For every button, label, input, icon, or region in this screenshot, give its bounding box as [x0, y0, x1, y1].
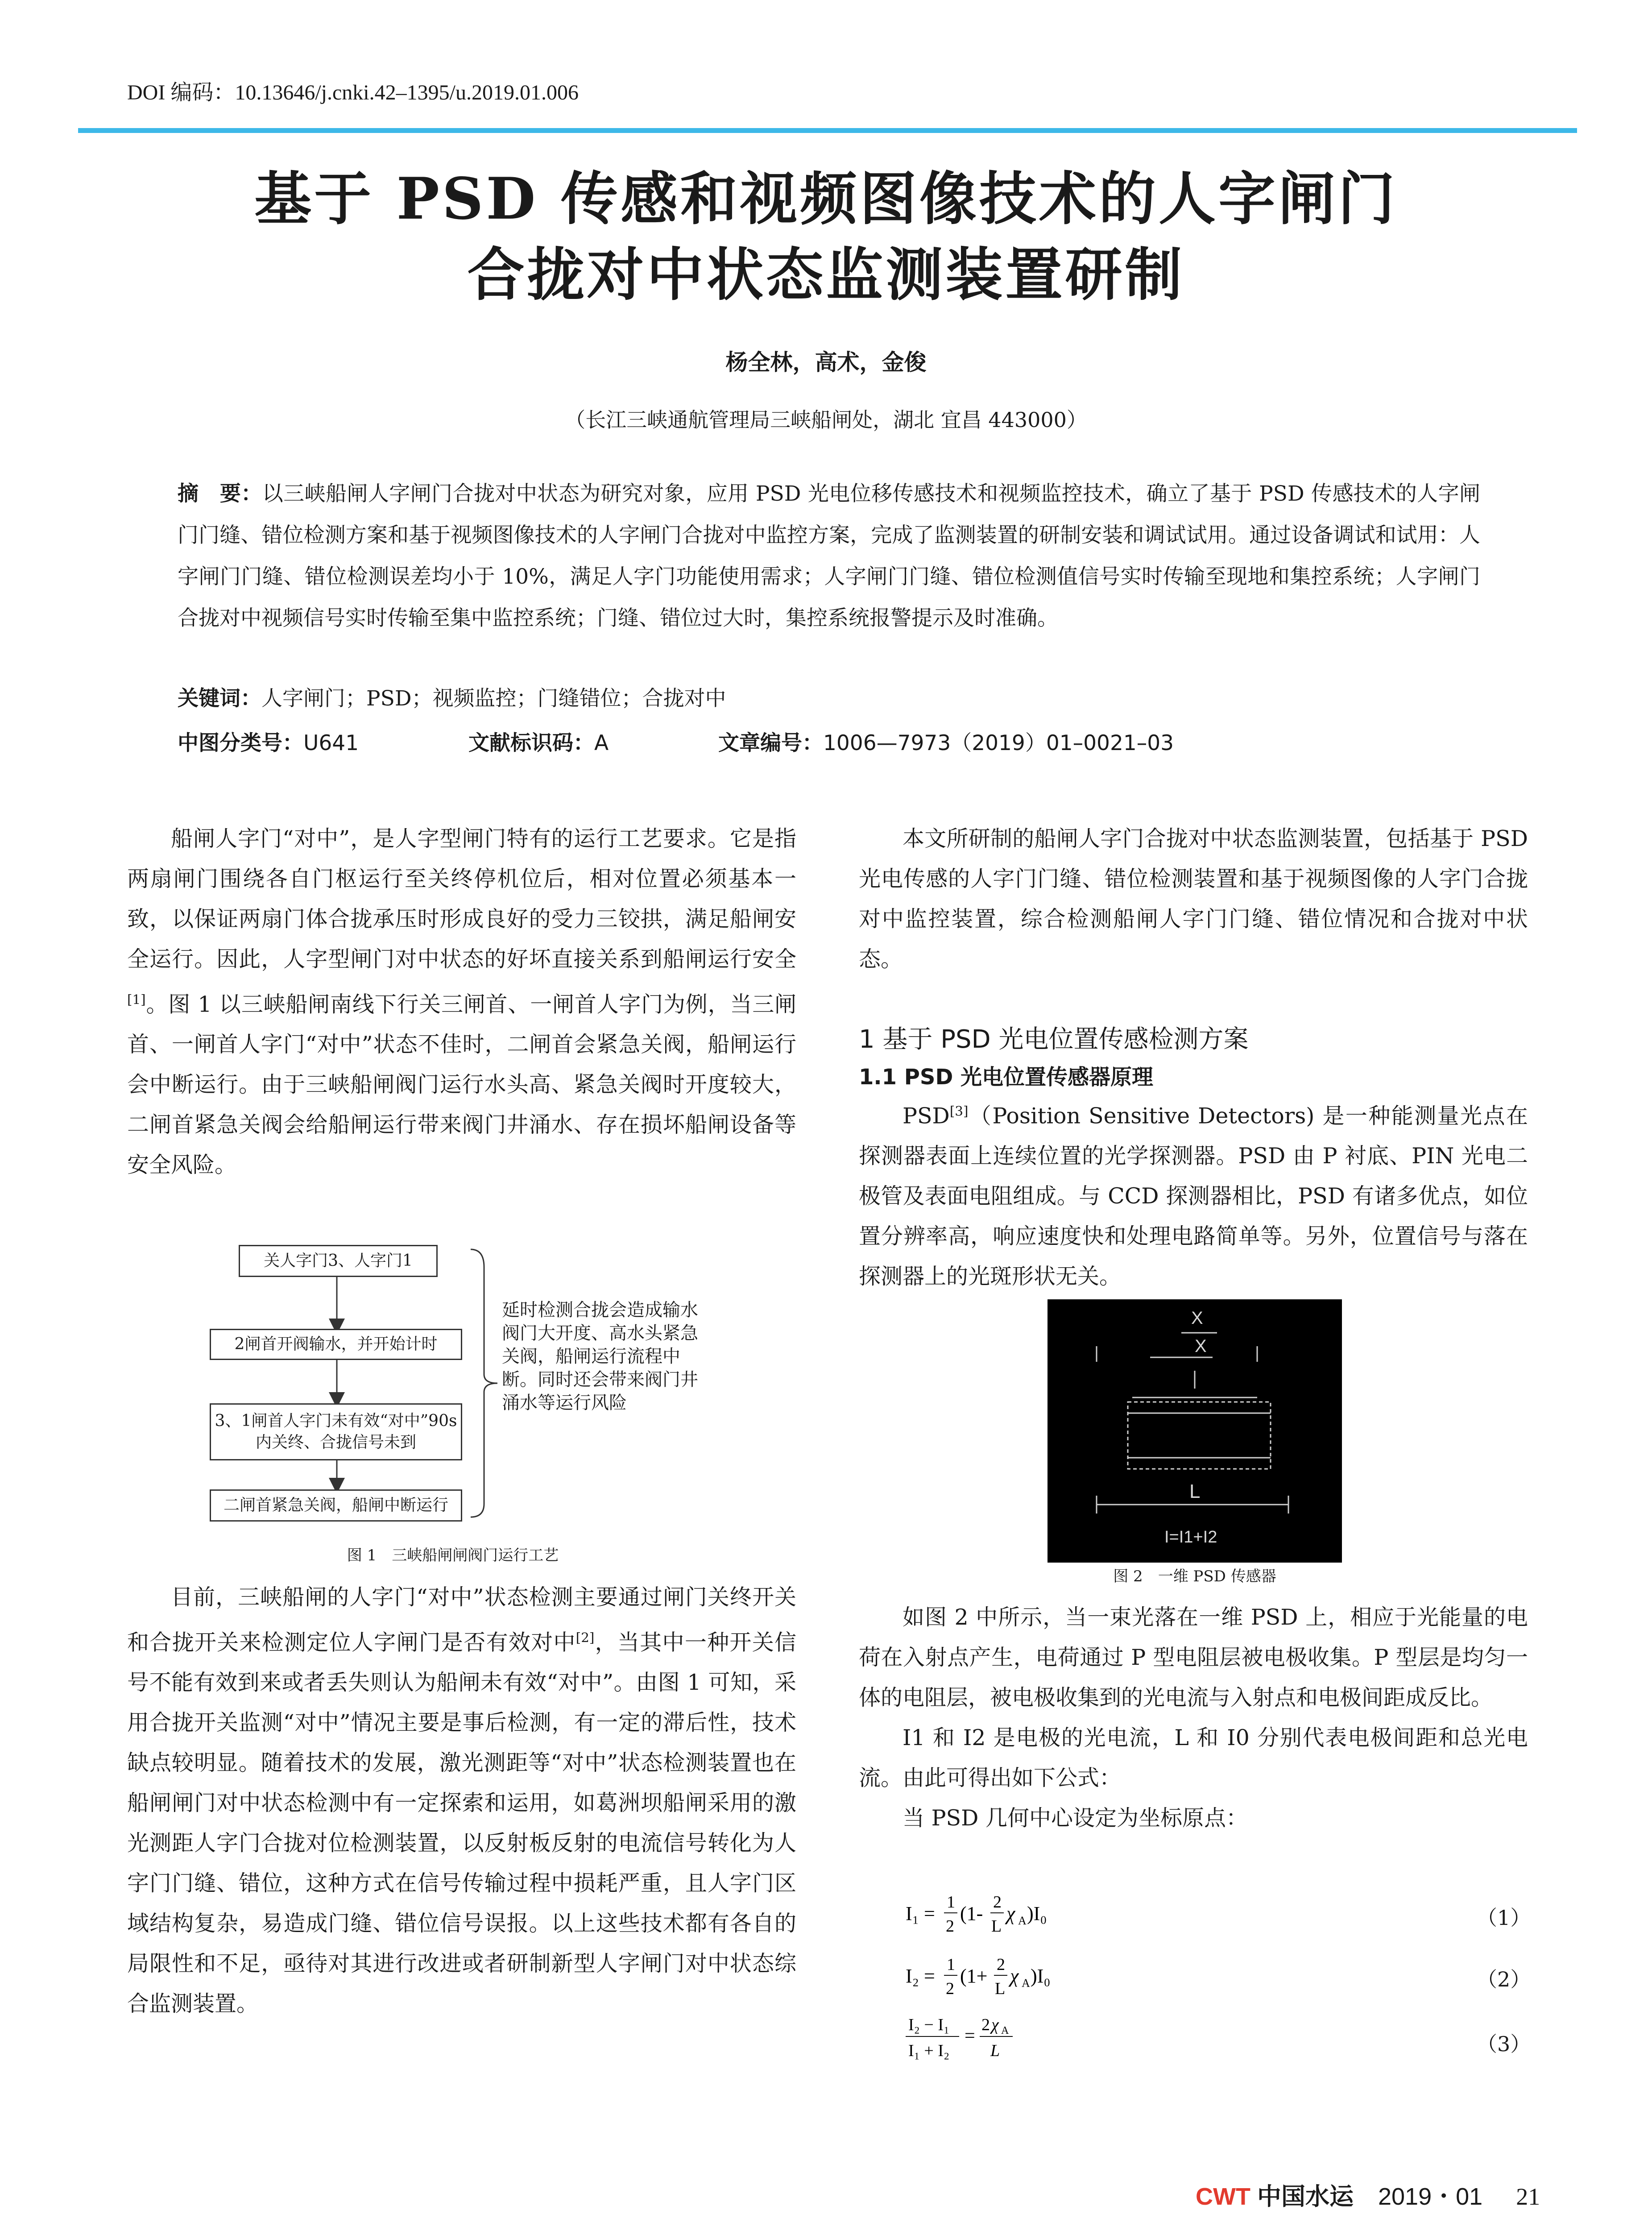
label-x-mid: X — [1195, 1336, 1207, 1356]
equation-1-number: （1） — [1477, 1906, 1531, 1930]
figure-1 — [196, 1240, 709, 1535]
doi-line: DOI 编码：10.13646/j.cnki.42–1395/u.2019.01.006 — [127, 81, 579, 104]
right-paragraph-2: PSD[3]（Position Sensitive Detectors) 是一种能测量光点在探测器表面上连续位置的光学探测器。PSD 由 P 衬底、PIN 光电二极管及表面电阻组成。与 CCD 探测器相比，PSD 有诸多优点，如位置分辨率高，响应速度快和处理电路简单等。另外，位置信号与落在探测器上的光斑形状无关。 — [859, 1103, 1528, 1290]
keywords-text: 人字闸门；PSD；视频监控；门缝错位；合拢对中 — [261, 686, 726, 711]
keywords — [178, 682, 726, 712]
svg-text:2: 2 — [997, 1955, 1005, 1974]
svg-text:L: L — [991, 1917, 1002, 1936]
svg-text:(1+: (1+ — [960, 1965, 988, 1987]
page-number: 21 — [1516, 2183, 1540, 2210]
flow-box-close-gates: 关人字门3、人字门1 — [239, 1245, 438, 1277]
figure-1-caption: 图 1 三峡船闸闸阀门运行工艺 — [347, 1547, 559, 1564]
equation-2-number: （2） — [1477, 1967, 1531, 1991]
svg-text:L: L — [990, 2041, 1000, 2060]
svg-text:χ: χ — [1010, 1965, 1019, 1987]
svg-text:χ: χ — [991, 2015, 999, 2034]
svg-text:2: 2 — [981, 2015, 990, 2034]
svg-text:I₂ =: I₂ = — [906, 1965, 935, 1987]
flow-box-not-aligned: 3、1闸首人字门未有效“对中”90s内关终、合拢信号未到 — [210, 1403, 462, 1460]
art-value: 1006—7973（2019）01–0021–03 — [823, 731, 1174, 755]
equation-3-graphic — [906, 2011, 1066, 2065]
citation-3: [3] — [949, 1103, 969, 1119]
abstract — [178, 473, 1480, 639]
svg-text:A: A — [1001, 2025, 1009, 2036]
svg-text:I₂ − I₁: I₂ − I₁ — [908, 2015, 950, 2034]
figure-2-caption: 图 2 一维 PSD 传感器 — [1113, 1568, 1276, 1585]
affiliation: （长江三峡通航管理局三峡船闸处，湖北 宜昌 443000） — [565, 408, 1087, 432]
svg-text:I₁ =: I₁ = — [906, 1903, 935, 1924]
svg-text:L: L — [995, 1979, 1006, 1998]
clc-label: 中图分类号： — [178, 731, 303, 755]
svg-text:2: 2 — [946, 1917, 954, 1936]
equation-3-number: （3） — [1477, 2032, 1531, 2056]
art-label: 文章编号： — [718, 731, 823, 755]
section-heading-1: 1 基于 PSD 光电位置传感检测方案 — [859, 1025, 1249, 1054]
svg-text:1: 1 — [947, 1955, 955, 1974]
header-divider — [78, 128, 1577, 133]
right-paragraph-1: 本文所研制的船闸人字门合拢对中状态监测装置，包括基于 PSD 光电传感的人字门门缝、错位检测装置和基于视频图像的人字门合拢对中监控装置，综合检测船闸人字门门缝、错位情况和合拢对中状态。 — [859, 826, 1528, 972]
svg-text:)I₀: )I₀ — [1031, 1965, 1051, 1987]
left-paragraph-2: 目前，三峡船闸的人字门“对中”状态检测主要通过闸门关终开关和合拢开关来检测定位人字闸门是否有效对中[2]，当其中一种开关信号不能有效到来或者丢失则认为船闸未有效“对中”。由图 1 可知，采用合拢开关监测“对中”情况主要是事后检测，有一定的滞后性，技术缺点较明显。随着技术的发展，激光测距等“对中”状态检测装置也在船闸闸门对中状态检测中有一定探索和运用，如葛洲坝船闸采用的激光测距人字门合拢对位检测装置，以反射板反射的电流信号转化为人字门门缝、错位，这种方式在信号传输过程中损耗严重，且人字门区域结构复杂，易造成门缝、错位信号误报。以上这些技术都有各自的局限性和不足，亟待对其进行改进或者研制新型人字闸门对中状态综合监测装置。 — [127, 1584, 796, 2017]
label-L: L — [1189, 1480, 1201, 1502]
title-line-1: 基于 PSD 传感和视频图像技术的人字闸门 — [254, 166, 1398, 232]
abstract-text: 以三峡船闸人字闸门合拢对中状态为研究对象，应用 PSD 光电位移传感技术和视频监控技术，确立了基于 PSD 传感技术的人字闸门门缝、错位检测方案和基于视频图像技术的人字闸门合拢对中监控方案，完成了监测装置的研制安装和调试试用。通过设备调试和试用：人字闸门门缝、错位检测误差均小于 10%，满足人字门功能使用需求；人字闸门门缝、错位检测值信号实时传输至现地和集控系统；人字闸门合拢对中视频信号实时传输至集中监控系统；门缝、错位过大时，集控系统报警提示及时准确。 — [178, 481, 1481, 630]
svg-text:)I₀: )I₀ — [1027, 1903, 1047, 1924]
svg-text:A: A — [1018, 1914, 1027, 1927]
svg-text:χ: χ — [1006, 1903, 1015, 1924]
clc-value: U641 — [303, 731, 359, 755]
equation-2-graphic — [906, 1952, 1093, 2001]
svg-text:I₁ + I₂: I₁ + I₂ — [908, 2041, 950, 2060]
flow-box-open-valve: 2闸首开阀输水，并开始计时 — [210, 1329, 462, 1360]
authors: 杨全林，高术，金俊 — [725, 349, 927, 375]
equation-1 — [906, 1890, 1093, 1944]
flow-note: 延时检测合拢会造成输水阀门大开度、高水头紧急关阀，船闸运行流程中断。同时还会带来阀门井涌水等运行风险 — [502, 1300, 698, 1413]
flow-box-emergency-close: 二闸首紧急关阀，船闸中断运行 — [210, 1489, 462, 1522]
svg-text:=: = — [965, 2026, 975, 2046]
footer — [1196, 2177, 1540, 2212]
citation-2: [2] — [576, 1630, 595, 1645]
doc-code — [468, 726, 609, 756]
equation-3 — [906, 2011, 1066, 2070]
title-line-2: 合拢对中状态监测装置研制 — [467, 241, 1185, 308]
psd-sensor-diagram — [1048, 1299, 1342, 1563]
svg-text:2: 2 — [946, 1979, 954, 1998]
left-paragraph-1: 船闸人字门“对中”，是人字型闸门特有的运行工艺要求。它是指两扇闸门围绕各自门枢运行至关终停机位后，相对位置必须基本一致，以保证两扇门体合拢承压时形成良好的受力三铰拱，满足船闸安全运行。因此，人字型闸门对中状态的好坏直接关系到船闸运行安全[1]。图 1 以三峡船闸南线下行关三闸首、一闸首人字门为例，当三闸首、一闸首人字门“对中”状态不佳时，二闸首会紧急关阀，船闸运行会中断运行。由于三峡船闸阀门运行水头高、紧急关阀时开度较大，二闸首紧急关阀会给船闸运行带来阀门井涌水、存在损坏船闸设备等安全风险。 — [127, 826, 796, 1178]
figure-2 — [1048, 1299, 1342, 1563]
svg-text:A: A — [1022, 1977, 1030, 1990]
label-current: I=I1+I2 — [1164, 1528, 1217, 1547]
doc-value: A — [594, 731, 609, 755]
label-x-top: X — [1191, 1308, 1203, 1328]
issue: 2019・01 — [1378, 2183, 1483, 2210]
article-number — [718, 726, 1174, 756]
svg-text:1: 1 — [947, 1893, 955, 1912]
journal-name: 中国水运 — [1257, 2182, 1354, 2210]
doc-label: 文献标识码： — [468, 731, 594, 755]
keywords-label: 关键词： — [178, 686, 261, 711]
subsection-heading-1-1: 1.1 PSD 光电位置传感器原理 — [859, 1065, 1154, 1090]
svg-text:2: 2 — [993, 1893, 1002, 1912]
clc-number — [178, 726, 359, 756]
svg-text:(1-: (1- — [960, 1903, 983, 1924]
citation-1: [1] — [127, 992, 146, 1007]
equation-1-graphic — [906, 1890, 1093, 1939]
right-paragraph-3: 如图 2 中所示，当一束光落在一维 PSD 上，相应于光能量的电荷在入射点产生，电荷通过 P 型电阻层被电极收集。P 型层是均匀一体的电阻层，被电极收集到的光电流与入射点和电极间距成反比。 I1 和 I2 是电极的光电流，L 和 I0 分别代表电极间距和总光电流。由此可得出如下公式： 当 PSD 几何中心设定为坐标原点： — [859, 1605, 1528, 1831]
abstract-label: 摘 要： — [178, 481, 262, 506]
cwt-logo-text: CWT — [1196, 2183, 1250, 2210]
equation-2 — [906, 1952, 1093, 2006]
